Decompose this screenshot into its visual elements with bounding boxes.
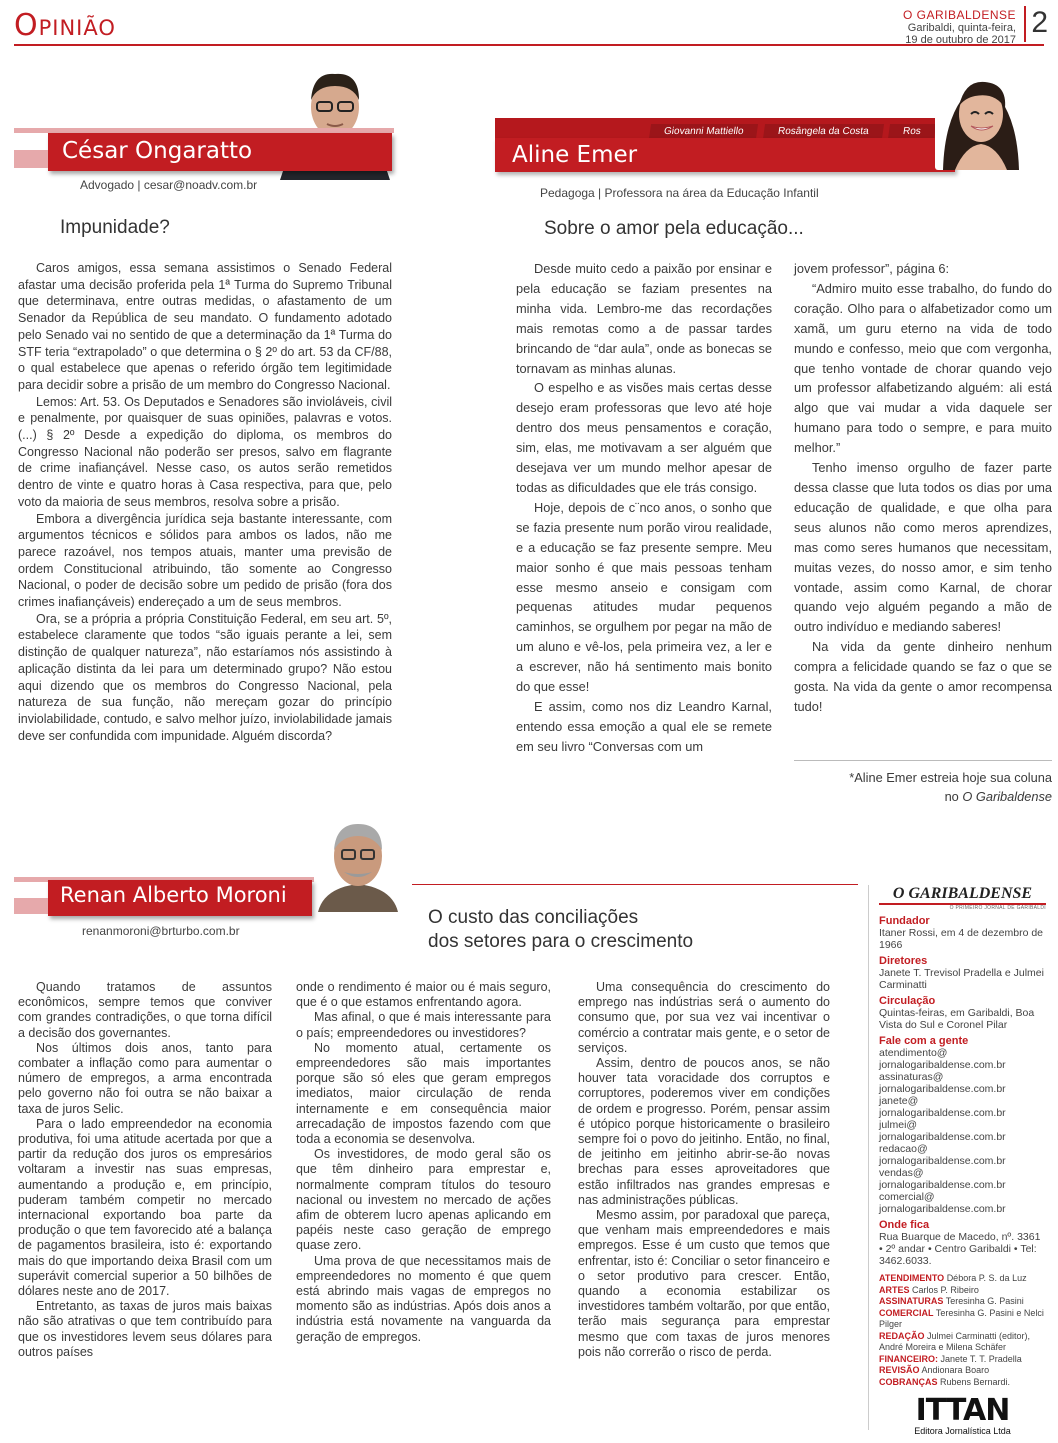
credit-line: REDAÇÃO Julmei Carminatti (editor), André Moreira e Milena Schäfer xyxy=(879,1330,1031,1352)
paragraph: Entretanto, as taxas de juros mais baixas não são atrativas o que tem contribuído para que os investidores levem seus dólares para outros países xyxy=(18,1299,272,1359)
article-title xyxy=(428,906,693,954)
article-body-renan-col1 xyxy=(18,980,272,1360)
email-line[interactable]: julmei@ xyxy=(879,1119,918,1131)
paragraph: Na vida da gente dinheiro nenhum compra a felicidade quando se faz o que se gosta. Na vida da gente o amor recompensa tudo! xyxy=(794,639,1052,714)
paragraph: Ora, se a própria a própria Constituição Federal, em seu art. 5º, estabelece claramente que todos “são iguais perante a lei, sem distinção de qualquer natureza”, não estaríamos nós assistindo à aplicação distinta da lei para um determinado grupo? Não estou aqui dizendo que os membros do Congresso Nacional, pela natureza de sua função, não mereçam gozar do princípio inviolabilidade, contudo, e salvo melhor juízo, inviolabilidade jamais deve ser confundida com impunidade. Alguém discorda? xyxy=(18,611,392,743)
tab-rosangela[interactable]: Rosângela da Costa xyxy=(763,124,884,139)
name-band-tail-cesar xyxy=(14,150,48,168)
email-line[interactable]: janete@ xyxy=(879,1095,919,1107)
author-role: Advogado | cesar@noadv.com.br xyxy=(80,178,258,192)
paragraph: Desde muito cedo a paixão por ensinar e pela educação se faziam presentes na minha vida. Lembro-me das recordações mais remotas como a de passar tardes brincando de “dar aula”, onde as bonecas se tornavam as minhas alunas. xyxy=(516,261,772,376)
email-line[interactable]: assinaturas@ xyxy=(879,1071,944,1083)
article-body-renan-col3 xyxy=(578,980,830,1360)
author-photo-aline xyxy=(935,62,1027,170)
email-line[interactable]: atendimento@ xyxy=(879,1047,948,1059)
author-name: Renan Alberto Moroni xyxy=(60,883,287,907)
label-fundador: Fundador xyxy=(879,915,930,927)
paper-name: O GARIBALDENSE xyxy=(902,8,1016,22)
staff-credits xyxy=(879,1273,1046,1388)
email-line[interactable]: redacao@ xyxy=(879,1143,928,1155)
paragraph: Os investidores, de modo geral são os que têm dinheiro para emprestar e, normalmente compram títulos do tesouro nacional ou investem no mercado de ações afim de obterem lucro apenas aplicando em papéis neste caso geração de emprego quase zero. xyxy=(296,1147,551,1253)
label-diretores: Diretores xyxy=(879,955,928,967)
author-photo-renan xyxy=(314,810,402,912)
paragraph: onde o rendimento é maior ou é mais seguro, que é o que estamos enfrentando agora. xyxy=(296,980,551,1010)
note-line-2: no O Garibaldense xyxy=(944,789,1052,804)
credit-line: ATENDIMENTO Débora P. S. da Luz xyxy=(879,1273,1027,1283)
paragraph: Mesmo assim, por paradoxal que pareça, que venham mais empreendedores e mais empregos. Esse é um custo que temos que enfrentar, isto é: Conciliar o setor financeiro e o setor produtivo para crescer. Então, quando a economia estabilizar os investidores também voltarão, por que então, terão mais segurança para emprestar mesmo que com taxas de juros menores pois não correrão o risco de perda. xyxy=(578,1208,830,1359)
email-list xyxy=(879,1047,1046,1215)
label-circulacao: Circulação xyxy=(879,995,936,1007)
portrait-woman-icon xyxy=(935,62,1027,170)
note-divider xyxy=(794,760,1052,761)
email-line[interactable]: jornalogaribaldense.com.br xyxy=(879,1131,1006,1143)
title-line-1: O custo das conciliações xyxy=(428,907,639,928)
credit-line: COMERCIAL Teresinha G. Pasini e Nelci Pilger xyxy=(879,1307,1044,1329)
tab-ros[interactable]: Ros xyxy=(888,124,936,139)
credit-line: ASSINATURAS Teresinha G. Pasini xyxy=(879,1296,1024,1306)
paragraph: Quando tratamos de assuntos econômicos, sempre temos que conviver com grandes contradições, o que torna difícil a decisão dos governantes. xyxy=(18,980,272,1040)
paragraph: Tenho imenso orgulho de fazer parte dessa classe que luta todos os dias por uma educação de qualidade, e que olha para seus alunos não como meros aprendizes, mas como seres humanos que necessitam, muitas vezes, do nosso amor, e sim tenho vontade, assim como Karnal, de chorar quando vejo alguém pegando a mão de outro indivíduo e mediando saberes! xyxy=(794,460,1052,635)
diretores: Janete T. Trevisol Pradella e Julmei Carminatti xyxy=(879,967,1044,991)
masthead-logo: O GARIBALDENSE xyxy=(879,885,1046,905)
paragraph: E assim, como nos diz Leandro Karnal, entendo essa emoção a qual ele se remete em seu livro “Conversas com um xyxy=(516,698,772,754)
paragraph: Assim, dentro de poucos anos, se não houver tata voracidade dos corruptos e corruptores, poderemos viver em condições de ordem e progresso. Porém, pensar assim é utópico porque historicamente o brasileiro sempre foi o povo do jeitinho. Então, no final, de jeitinho em jeitinho abrir-se-ão novas brechas para esses aproveitadores que estão infiltrados nas grandes empresas e nas administrações públicas. xyxy=(578,1056,830,1207)
masthead-box xyxy=(868,885,1046,1436)
email-line[interactable]: jornalogaribaldense.com.br xyxy=(879,1083,1006,1095)
ittan-subtitle: Editora Jornalística Ltda xyxy=(914,1426,1011,1436)
date-line-2: 19 de outubro de 2017 xyxy=(905,34,1016,46)
email-line[interactable]: comercial@ xyxy=(879,1191,935,1203)
label-contato: Fale com a gente xyxy=(879,1035,969,1047)
article-title: Sobre o amor pela educação... xyxy=(544,218,804,239)
paragraph: Embora a divergência jurídica seja bastante interessante, com argumentos técnicos e sólidos para ambos os lados, não me parece razoável, nos tempos atuais, manter uma previsão de ordem Constitucional atribuindo, tão somente ao Congresso Nacional, o poder de decisão sobre um pedido de prisão (fora dos crimes inafiançáveis) endereçado a um de seus membros. xyxy=(18,511,392,610)
paragraph: Caros amigos, essa semana assistimos o Senado Federal afastar uma decisão proferida pela 1ª Turma do Supremo Tribunal que determinava, entre outras medidas, o afastamento de um Senador da República de seu mandato. O fundamento adotado pelo Senado vai no sentido de que a determinação da 1ª Turma do STF teria “extrapolado” o que determina o § 2º do art. 53 da CF/88, o qual estabelece que apenas o referido órgão tem legitimidade para decidir sobre a prisão de um membro do Congresso Nacional. xyxy=(18,261,392,392)
header-rule xyxy=(14,44,1044,46)
title-line-2: dos setores para o crescimento xyxy=(428,931,694,952)
paragraph: O espelho e as visões mais certas desse desejo eram professoras que levo até hoje dentro dos meus pensamentos e coração, sim, elas, me motivavam a ser alguém que desejava ver um mundo melhor apesar de todas as dificuldades que ele trás consigo. xyxy=(516,380,772,495)
article-body-cesar xyxy=(18,260,392,744)
credit-line: FINANCEIRO: Janete T. T. Pradella xyxy=(879,1353,1022,1364)
author-role: Pedagoga | Professora na área da Educação Infantil xyxy=(540,186,819,200)
email-line[interactable]: jornalogaribaldense.com.br xyxy=(879,1179,1006,1191)
email-line[interactable]: jornalogaribaldense.com.br xyxy=(879,1107,1006,1119)
section-title: Opinião xyxy=(14,8,116,43)
paragraph: Mas afinal, o que é mais interessante para o país; empreendedores ou investidores? xyxy=(296,1010,551,1040)
author-name: César Ongaratto xyxy=(62,138,253,164)
portrait-older-man-icon xyxy=(314,810,402,912)
tab-giovanni[interactable]: Giovanni Mattiello xyxy=(649,124,759,139)
article-title: Impunidade? xyxy=(60,217,170,238)
paragraph: Nos últimos dois anos, tanto para combater a inflação como para aumentar o número de empregos, a arma encontrada pelo governo não foi outra se não baixar a taxa de juros Selic. xyxy=(18,1040,272,1116)
paragraph: Lemos: Art. 53. Os Deputados e Senadores são invioláveis, civil e penalmente, por quaisquer de suas opiniões, palavras e votos. (...) § 2º Desde a expedição do diploma, os membros do Congresso Nacional não poderão ser presos, salvo em flagrante de crime inafiançável. Nesse caso, os autos serão remetidos dentro de vinte e quatro horas à Casa respectiva, para que, pelo voto da maioria de seus membros, resolva sobre a prisão. xyxy=(18,394,392,509)
title-rule xyxy=(412,884,858,885)
article-body-renan-col2 xyxy=(296,980,551,1345)
issue-date xyxy=(905,22,1016,46)
email-line[interactable]: jornalogaribaldense.com.br xyxy=(879,1059,1006,1071)
name-band-tail-renan xyxy=(14,898,48,914)
label-onde: Onde fica xyxy=(879,1219,930,1231)
email-line[interactable]: jornalogaribaldense.com.br xyxy=(879,1203,1006,1215)
email-line[interactable]: vendas@ xyxy=(879,1167,924,1179)
date-line-1: Garibaldi, quinta-feira, xyxy=(907,22,1016,34)
paragraph: “Admiro muito esse trabalho, do fundo do coração. Olho para o alfabetizador como um xamã, um guru eterno na vida de todo mundo e confesso, meio que com vergonha, que tenho vontade de chorar quando vejo um professor alfabetizando alguém: ali está algo que vai mudar a vida daquele ser humano para todo o sempre, e para muito melhor.” xyxy=(794,280,1052,456)
paragraph: jovem professor”, página 6: xyxy=(794,261,950,276)
paragraph: Hoje, depois de c¨nco anos, o sonho que se fazia presente num porão virou realidade, e a educação se faz presente sempre. Meu maior sonho é que mais pessoas tenham esse mesmo anseio e consigam com pequenas atitudes mudar pequenos caminhos, se orgulhem por pegar na mão de um aluno e vê-los, pela primeira vez, a ler e a escrever, não há sentimento mais bonito do que esse! xyxy=(516,499,772,695)
paragraph: Uma consequência do crescimento do emprego nas indústrias será o aumento do consumo que, por sua vez vai incentivar o comércio a contratar mais gente, e o setor de serviços. xyxy=(578,980,830,1055)
paragraph: Para o lado empreendedor na economia produtiva, foi uma atitude acertada por que a partir da redução dos juros os empresários voltaram a investir nas suas empresas, aumentando a produção e, em princípio, puderam também competir no mercado internacional exportando boa parte da produção o que tem favorecido até a balança de pagamentos brasileira, isto é: exportando mais do que importando deixa Brasil com um superávit comercial superior a 50 bilhões de dólares neste ano de 2017. xyxy=(18,1116,272,1299)
article-body-aline-col2 xyxy=(794,259,1052,717)
email-line[interactable]: jornalogaribaldense.com.br xyxy=(879,1155,1006,1167)
note-line-1: *Aline Emer estreia hoje sua coluna xyxy=(849,770,1052,785)
credit-line: COBRANÇAS Rubens Bernardi. xyxy=(879,1376,1011,1387)
columnist-note xyxy=(794,768,1052,806)
paragraph: No momento atual, certamente os empreendedores são mais importantes porque são só eles que geram empregos imediatos, maior circulação de renda internamente e em consequência maior arrecadação de impostos fazendo com que toda a economia se desenvolva. xyxy=(296,1040,551,1147)
ittan-logo: ITTAN xyxy=(915,1393,1010,1428)
credit-line: REVISÃO Andionara Boaro xyxy=(879,1365,990,1375)
credit-line: ARTES Carlos P. Ribeiro xyxy=(879,1284,979,1295)
author-email: renanmoroni@brturbo.com.br xyxy=(82,924,240,938)
paragraph: Uma prova de que necessitamos mais de empreendedores no momento é que quem está abrindo mais vagas de empregos no momento são as indústrias. Após dois anos a indústria está novamente na vanguarda da geração de empregos. xyxy=(296,1253,551,1344)
page-number: 2 xyxy=(1031,6,1048,39)
circulacao: Quintas-feiras, em Garibaldi, Boa Vista do Sul e Coronel Pilar xyxy=(879,1007,1035,1031)
columnist-tabs xyxy=(650,121,937,139)
masthead-slogan: O PRIMEIRO JORNAL DE GARIBALDI xyxy=(949,905,1046,911)
fundador: Itaner Rossi, em 4 de dezembro de 1966 xyxy=(879,927,1044,951)
address: Rua Buarque de Macedo, nº. 3361 • 2º andar • Centro Garibaldi • Tel: 3462.6033. xyxy=(879,1231,1041,1267)
header-divider xyxy=(1024,6,1026,42)
article-body-aline-col1 xyxy=(516,259,772,757)
author-name: Aline Emer xyxy=(512,142,638,168)
